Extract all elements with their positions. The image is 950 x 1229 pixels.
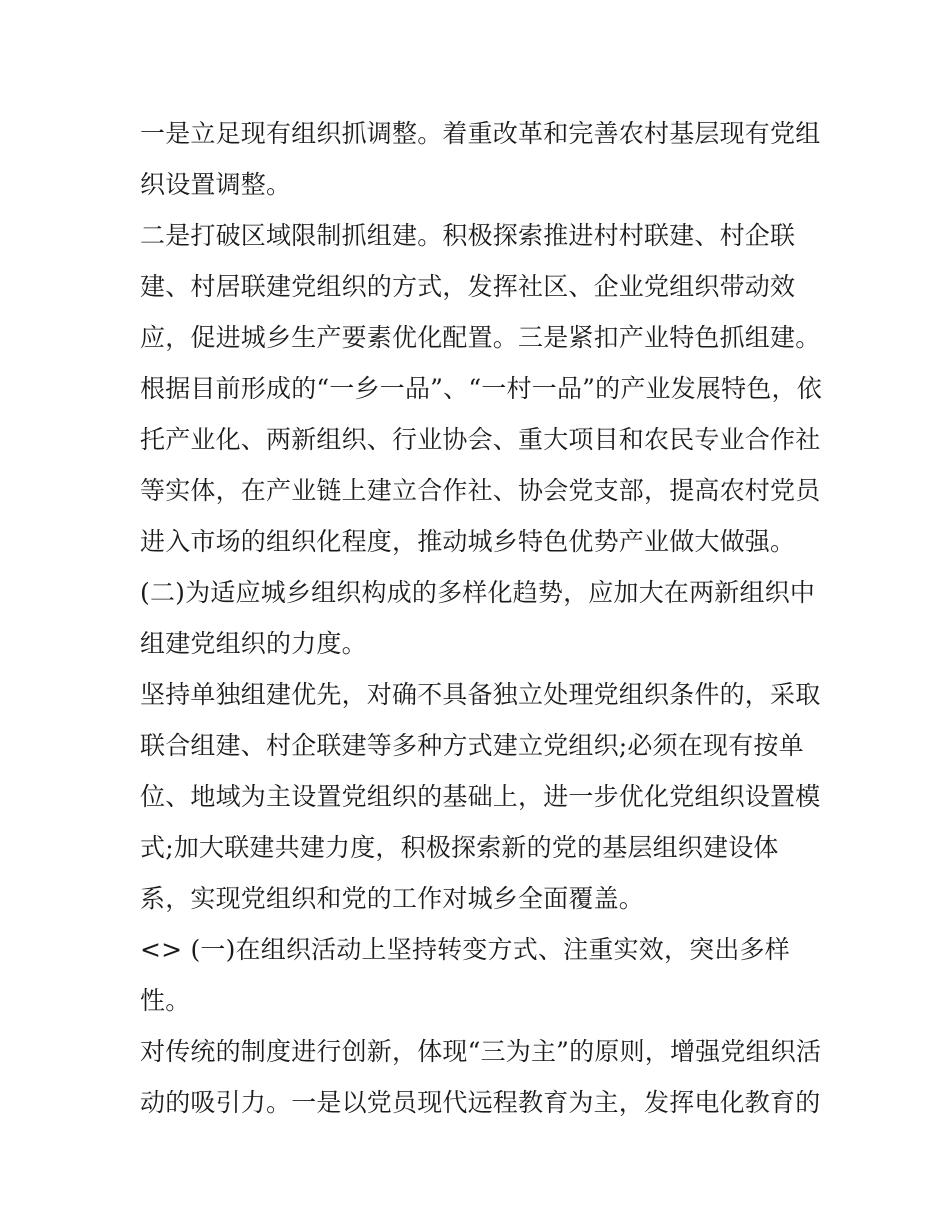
- text-line: 建、村居联建党组织的方式，发挥社区、企业党组织带动效: [140, 272, 796, 301]
- text-line: 托产业化、两新组织、行业协会、重大项目和农民专业合作社: [140, 425, 821, 454]
- text-line: 对传统的制度进行创新，体现“三为主”的原则，增强党组织活: [140, 1037, 822, 1066]
- text-line: <> (一)在组织活动上坚持转变方式、注重实效，突出多样: [140, 935, 790, 964]
- text-line: 等实体，在产业链上建立合作社、协会党支部，提高农村党员: [140, 476, 821, 505]
- text-line: 坚持单独组建优先，对确不具备独立处理党组织条件的，采取: [140, 680, 821, 709]
- text-line: 根据目前形成的“一乡一品”、“一村一品”的产业发展特色，依: [140, 374, 822, 403]
- text-line: 性。: [140, 986, 191, 1015]
- text-line: 位、地域为主设置党组织的基础上，进一步优化党组织设置模: [140, 782, 821, 811]
- document-body: [140, 108, 830, 1128]
- text-line: 系，实现党组织和党的工作对城乡全面覆盖。: [140, 884, 645, 913]
- text-line: 应，促进城乡生产要素优化配置。三是紧扣产业特色抓组建。: [140, 323, 821, 352]
- text-line: (二)为适应城乡组织构成的多样化趋势，应加大在两新组织中: [140, 578, 816, 607]
- text-line: 式;加大联建共建力度，积极探索新的党的基层组织建设体: [140, 833, 779, 862]
- text-line: 二是打破区域限制抓组建。积极探索推进村村联建、村企联: [140, 221, 796, 250]
- text-line: 动的吸引力。一是以党员现代远程教育为主，发挥电化教育的: [140, 1088, 821, 1117]
- text-line: 一是立足现有组织抓调整。着重改革和完善农村基层现有党组: [140, 119, 821, 148]
- text-line: 织设置调整。: [140, 170, 292, 199]
- text-line: 联合组建、村企联建等多种方式建立党组织;必须在现有按单: [140, 731, 804, 760]
- text-line: 组建党组织的力度。: [140, 629, 367, 658]
- text-line: 进入市场的组织化程度，推动城乡特色优势产业做大做强。: [140, 527, 796, 556]
